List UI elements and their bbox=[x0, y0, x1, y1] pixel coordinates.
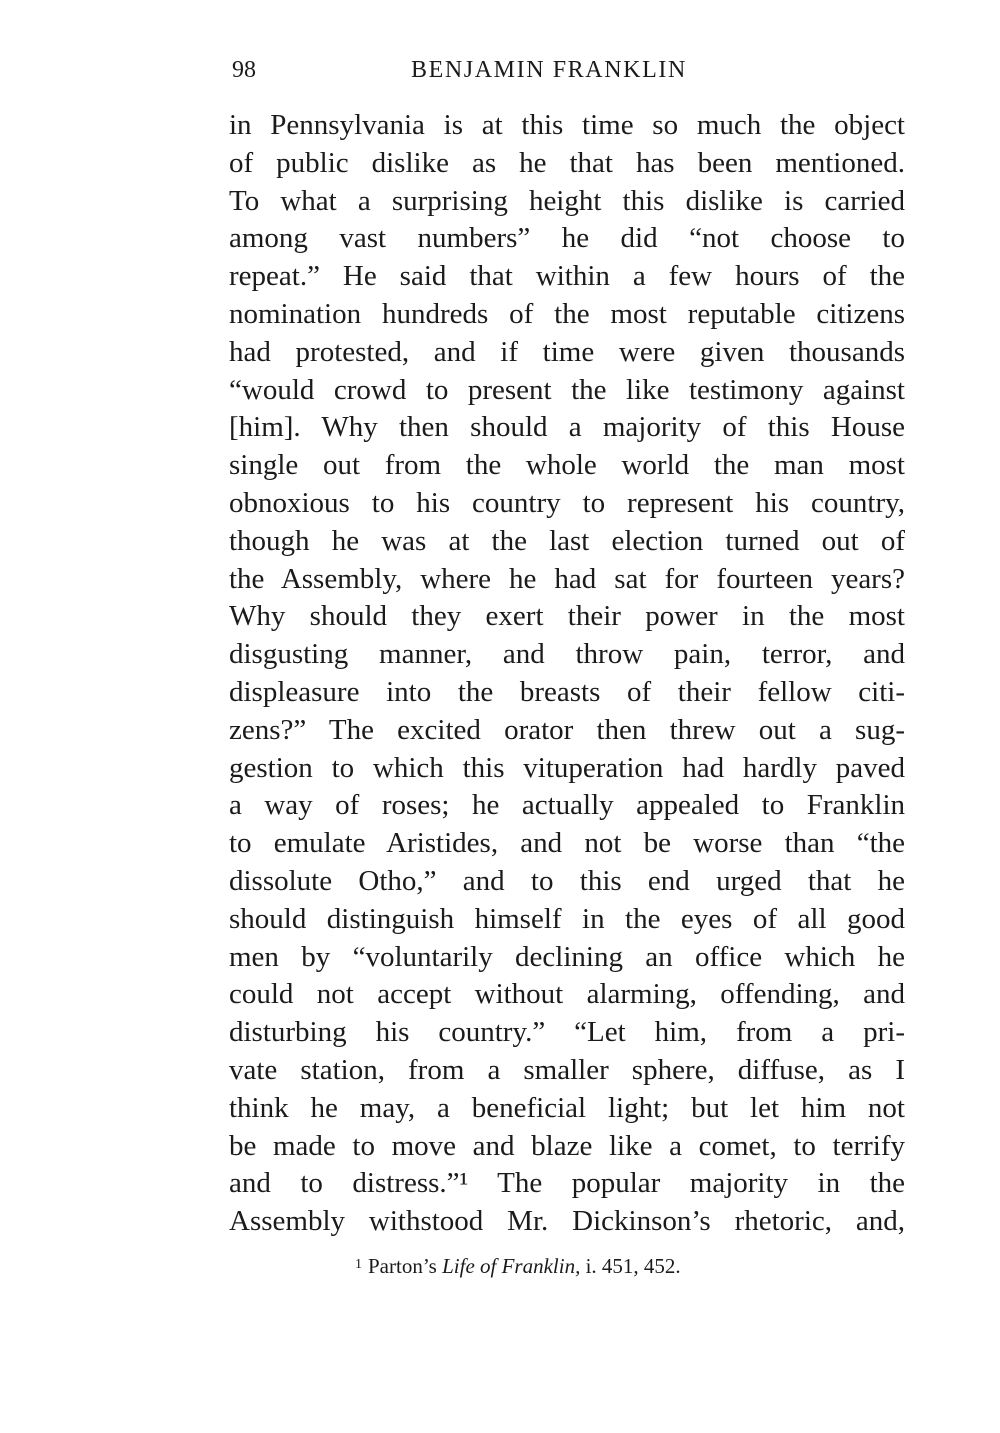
running-title: BENJAMIN FRANKLIN bbox=[411, 57, 687, 83]
page-header bbox=[229, 52, 905, 88]
text-line: Assembly withstood Mr. Dickinson’s rhetoric, and, bbox=[229, 1205, 905, 1238]
text-line: to emulate Aristides, and not be worse than “the bbox=[229, 827, 905, 860]
text-line: though he was at the last election turned out of bbox=[229, 524, 905, 557]
footnote-book-title: Life of Franklin, bbox=[442, 1254, 581, 1278]
text-line: men by “voluntarily declining an office which he bbox=[229, 940, 905, 973]
text-line: repeat.” He said that within a few hours of the bbox=[229, 260, 905, 293]
text-line: [him]. Why then should a majority of this House bbox=[229, 411, 905, 444]
text-line: To what a surprising height this dislike is carried bbox=[229, 184, 905, 217]
text-line: vate station, from a smaller sphere, diffuse, as I bbox=[229, 1053, 905, 1086]
page-number: 98 bbox=[232, 57, 256, 83]
text-line: Why should they exert their power in the most bbox=[229, 600, 905, 633]
text-line: among vast numbers” he did “not choose to bbox=[229, 222, 905, 255]
text-line: dissolute Otho,” and to this end urged that he bbox=[229, 864, 905, 897]
text-line: and to distress.”¹ The popular majority in the bbox=[229, 1167, 905, 1200]
text-line: a way of roses; he actually appealed to Franklin bbox=[229, 789, 905, 822]
text-line: nomination hundreds of the most reputable citizens bbox=[229, 297, 905, 330]
footnote-text-before: Parton’s bbox=[368, 1254, 437, 1278]
text-line: should distinguish himself in the eyes of all good bbox=[229, 902, 905, 935]
text-line: zens?” The excited orator then threw out a sug- bbox=[229, 713, 905, 746]
text-line: single out from the whole world the man most bbox=[229, 449, 905, 482]
footnote-text-after: i. 451, 452. bbox=[585, 1254, 681, 1278]
text-line: the Assembly, where he had sat for fourteen years? bbox=[229, 562, 905, 595]
text-line: displeasure into the breasts of their fellow citi- bbox=[229, 675, 905, 708]
footnote bbox=[355, 1250, 681, 1281]
text-line: obnoxious to his country to represent his country, bbox=[229, 486, 905, 519]
text-line: could not accept without alarming, offending, and bbox=[229, 978, 905, 1011]
text-line: disgusting manner, and throw pain, terror, and bbox=[229, 638, 905, 671]
text-line: gestion to which this vituperation had hardly paved bbox=[229, 751, 905, 784]
text-line: of public dislike as he that has been mentioned. bbox=[229, 146, 905, 179]
text-line: had protested, and if time were given thousands bbox=[229, 335, 905, 368]
footnote-marker: 1 bbox=[355, 1257, 362, 1272]
text-line: think he may, a beneficial light; but let him not bbox=[229, 1091, 905, 1124]
body-text bbox=[229, 107, 905, 1241]
text-line: disturbing his country.” “Let him, from a pri- bbox=[229, 1016, 905, 1049]
text-line: in Pennsylvania is at this time so much the object bbox=[229, 109, 905, 141]
text-line: “would crowd to present the like testimony against bbox=[229, 373, 905, 406]
text-line: be made to move and blaze like a comet, to terrify bbox=[229, 1129, 905, 1162]
